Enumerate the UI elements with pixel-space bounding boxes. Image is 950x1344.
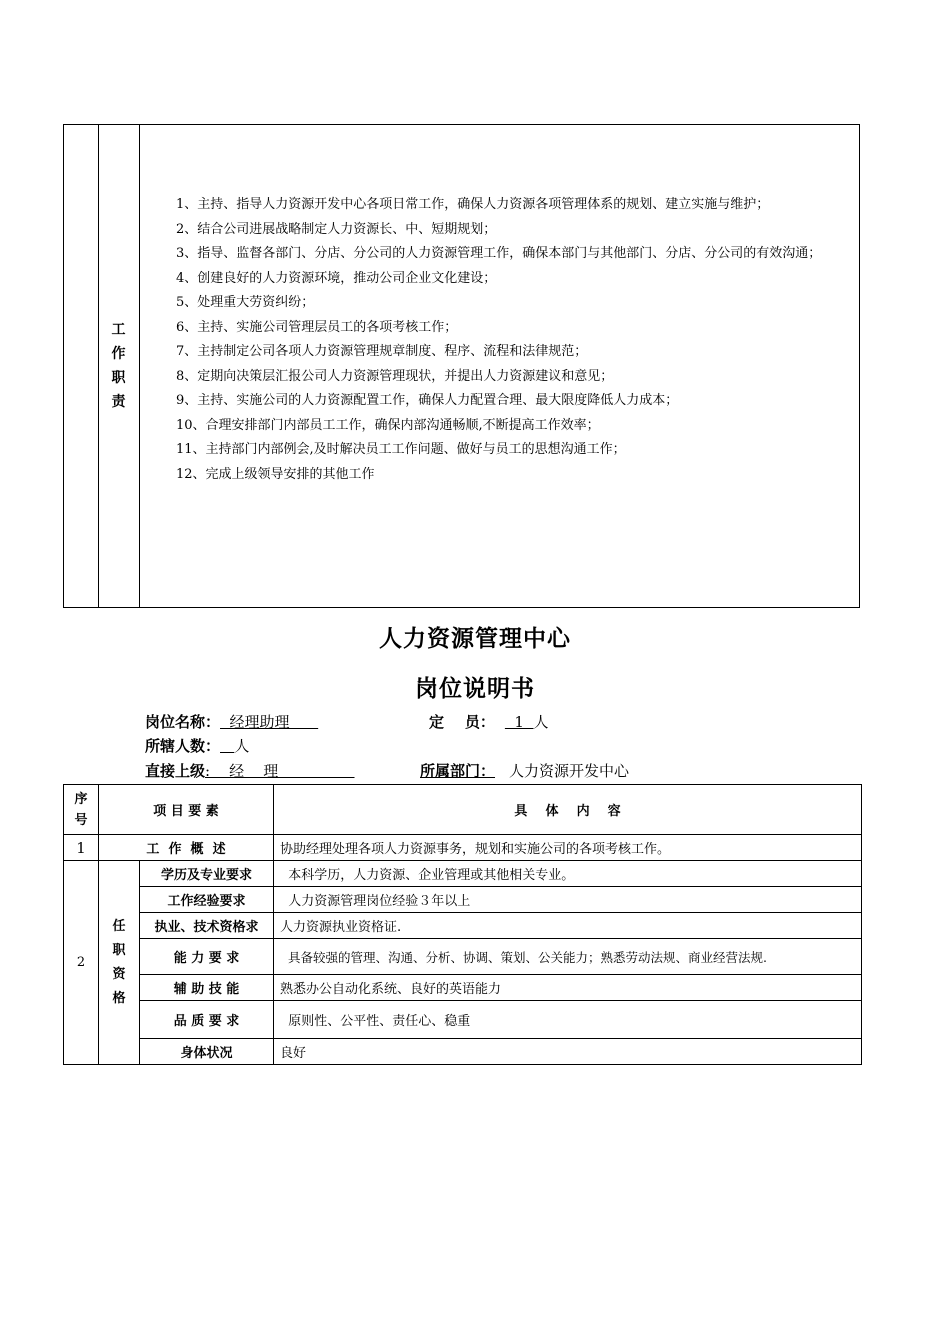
col-seq-header: 序号 <box>64 785 99 835</box>
list-item: 7、主持制定公司各项人力资源管理规章制度、程序、流程和法律规范； <box>176 344 588 359</box>
req-label: 执业、技术资格求 <box>140 913 274 939</box>
superior-value: : 经 理 <box>205 762 355 780</box>
department-value: 人力资源开发中心 <box>509 762 630 780</box>
req-value: 本科学历，人力资源、企业管理或其他相关专业。 <box>274 861 862 887</box>
req-label: 学历及专业要求 <box>140 861 274 887</box>
row1-content: 协助经理处理各项人力资源事务，规划和实施公司的各项考核工作。 <box>274 835 862 861</box>
subordinates-value <box>220 737 234 755</box>
list-item: 11、主持部门内部例会,及时解决员工工作问题、做好与员工的思想沟通工作； <box>176 442 626 457</box>
subordinates-label: 所辖人数： <box>145 737 221 755</box>
list-item: 12、完成上级领导安排的其他工作 <box>176 466 375 482</box>
table-row <box>64 1039 862 1065</box>
table-row <box>64 939 862 975</box>
superior-label: 直接上级 <box>145 762 206 780</box>
list-item: 6、主持、实施公司管理层员工的各项考核工作； <box>176 319 458 335</box>
headcount-value: 1 <box>504 713 534 731</box>
row2-group: 任 职 资 格 <box>99 861 140 1065</box>
req-label: 辅 助 技 能 <box>140 975 274 1001</box>
list-item: 2、结合公司进展战略制定人力资源长、中、短期规划； <box>176 221 497 237</box>
req-value: 具备较强的管理、沟通、分析、协调、策划、公关能力；熟悉劳动法规、商业经营法规. <box>274 939 862 975</box>
table-row <box>64 913 862 939</box>
row2-seq: 2 <box>64 861 99 1065</box>
req-value: 人力资源管理岗位经验３年以上 <box>274 887 862 913</box>
position-value: 经理助理 <box>220 713 319 731</box>
table-row <box>64 975 862 1001</box>
req-value: 原则性、公平性、责任心、稳重 <box>274 1001 862 1039</box>
req-label: 能 力 要 求 <box>140 939 274 975</box>
req-label: 工作经验要求 <box>140 887 274 913</box>
headcount-unit: 人 <box>533 713 549 731</box>
list-item: 3、指导、监督各部门、分店、分公司的人力资源管理工作，确保本部门与其他部门、分店、分公司的有效沟通； <box>176 246 822 261</box>
req-label: 品 质 要 求 <box>140 1001 274 1039</box>
doc-title: 岗位说明书 <box>415 676 535 702</box>
col-content-header: 具 体 内 容 <box>274 785 862 835</box>
duties-list <box>148 193 853 487</box>
headcount-label: 定 员： <box>429 713 495 731</box>
superior-row <box>145 760 355 782</box>
row1-seq: 1 <box>64 835 99 861</box>
duties-label: 工 作 职 责 <box>111 322 126 410</box>
table-header-row <box>64 785 862 835</box>
table-row <box>64 835 862 861</box>
list-item: 4、创建良好的人力资源环境，推动公司企业文化建设； <box>176 270 497 286</box>
subordinates-unit: 人 <box>234 737 250 755</box>
req-label: 身体状况 <box>140 1039 274 1065</box>
list-item: 1、主持、指导人力资源开发中心各项日常工作，确保人力资源各项管理体系的规划、建立实施与维护； <box>176 197 770 212</box>
row1-item: 工 作 概 述 <box>99 835 274 861</box>
list-item: 8、定期向决策层汇报公司人力资源管理现状，并提出人力资源建议和意见； <box>176 368 614 384</box>
col-item-header: 项 目 要 素 <box>99 785 274 835</box>
position-label: 岗位名称： <box>145 713 221 731</box>
headcount-row <box>429 711 549 733</box>
req-value: 人力资源执业资格证. <box>274 913 862 939</box>
table-row <box>64 887 862 913</box>
req-value: 良好 <box>274 1039 862 1065</box>
table-divider <box>139 125 140 607</box>
department-label: 所属部门： <box>420 762 496 780</box>
list-item: 10、合理安排部门内部员工工作，确保内部沟通畅顺,不断提高工作效率； <box>176 417 600 433</box>
position-row <box>145 711 318 733</box>
list-item: 9、主持、实施公司的人力资源配置工作，确保人力配置合理、最大限度降低人力成本； <box>176 393 679 408</box>
list-item: 5、处理重大劳资纠纷； <box>176 295 315 310</box>
table-row <box>64 1001 862 1039</box>
subordinates-row <box>145 735 249 757</box>
req-value: 熟悉办公自动化系统、良好的英语能力 <box>274 975 862 1001</box>
department-row <box>420 760 629 782</box>
org-title: 人力资源管理中心 <box>379 626 571 652</box>
table-row <box>64 861 862 887</box>
requirements-table <box>63 784 862 1065</box>
